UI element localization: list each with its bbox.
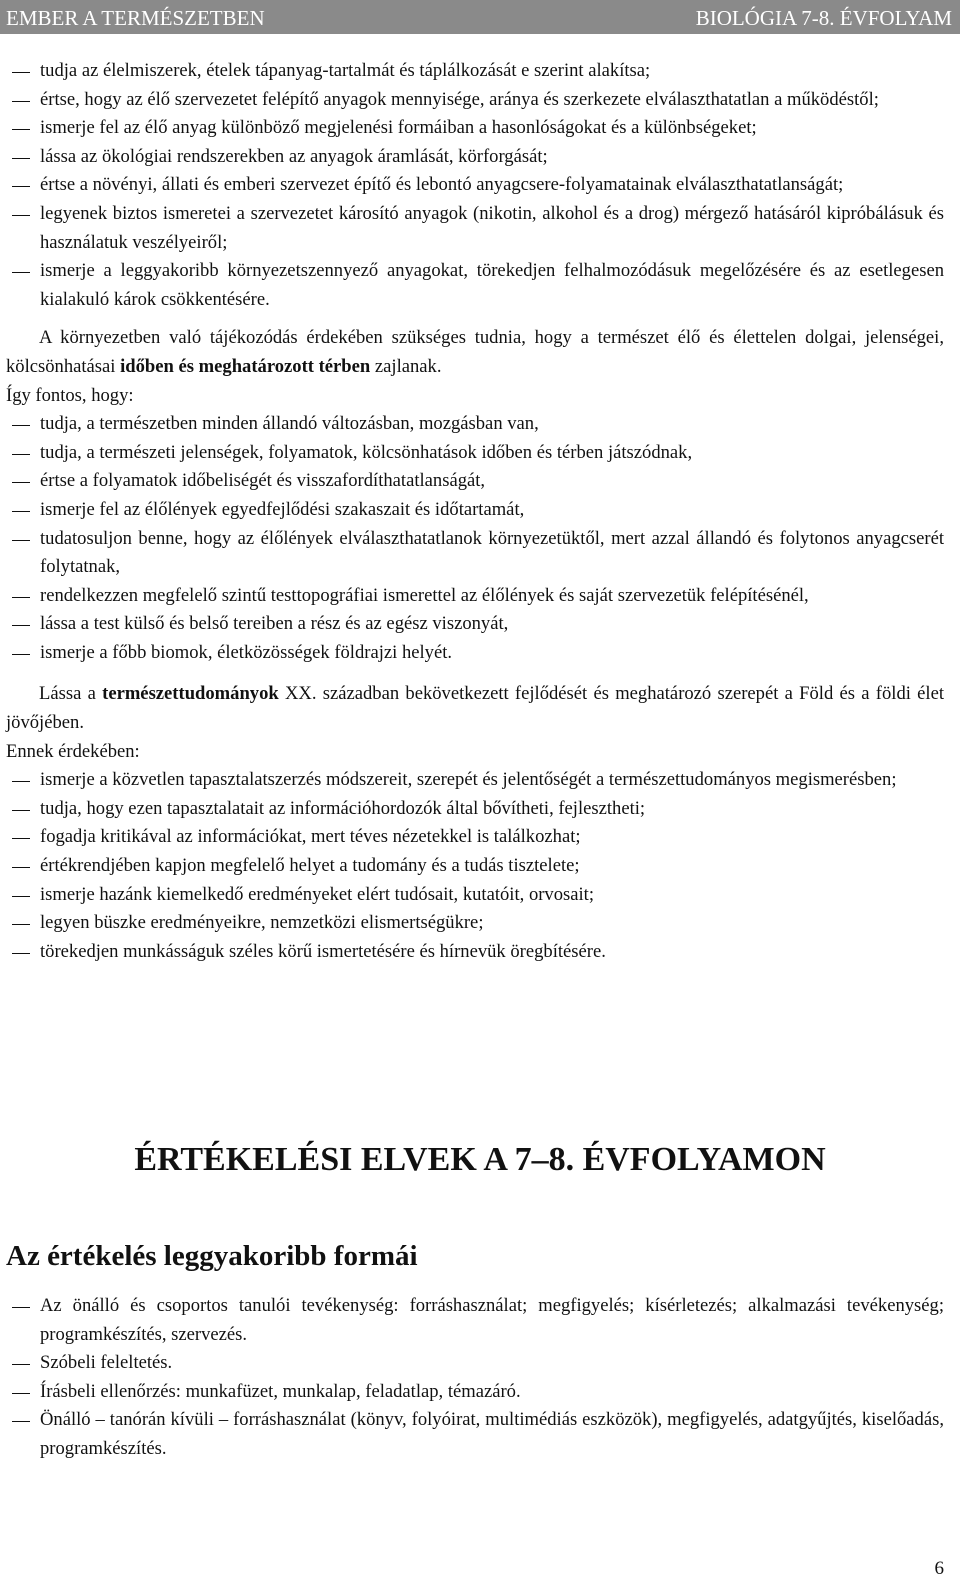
- main-content: [6, 57, 944, 966]
- list-item: fogadja kritikával az információkat, mert téves nézetekkel is találkozhat;: [6, 823, 944, 852]
- paragraph-emphasis: időben és meghatározott térben: [120, 355, 371, 377]
- list-item: ismerje a közvetlen tapasztalatszerzés módszereit, szerepét és jelentőségét a természettudományos megismerésben;: [6, 766, 944, 795]
- list-item: Szóbeli feleltetés.: [6, 1349, 944, 1378]
- paragraph-text: A környezetben való tájékozódás érdekében szükséges tudnia, hogy a természet élő és élettelen dolgai, jelenségei, kölcsönhatásai: [6, 327, 944, 377]
- list-item: tudatosuljon benne, hogy az élőlények elválaszthatatlanok környezetüktől, mert azzal állandó és folytonos anyagcserét folytatnak,: [6, 525, 944, 582]
- list-item: ismerje a főbb biomok, életközösségek földrajzi helyét.: [6, 639, 944, 668]
- header-left-title: EMBER A TERMÉSZETBEN: [6, 6, 265, 30]
- list-item: értse a folyamatok időbeliségét és visszafordíthatatlanságát,: [6, 467, 944, 496]
- list-item: rendelkezzen megfelelő szintű testtopográfiai ismerettel az élőlények és saját szervezetük felépítésénél,: [6, 582, 944, 611]
- list-item: Írásbeli ellenőrzés: munkafüzet, munkalap, feladatlap, témazáró.: [6, 1378, 944, 1407]
- list-item: ismerje fel az élőlények egyedfejlődési szakaszait és időtartamát,: [6, 496, 944, 525]
- list-item: lássa az ökológiai rendszerekben az anyagok áramlását, körforgását;: [6, 143, 944, 172]
- goals-list-3: [6, 766, 944, 966]
- list-item: tudja, a természeti jelenségek, folyamatok, kölcsönhatások időben és térben játszódnak,: [6, 439, 944, 468]
- list-item: tudja, a természetben minden állandó változásban, mozgásban van,: [6, 410, 944, 439]
- list-item: értékrendjében kapjon megfelelő helyet a tudomány és a tudás tisztelete;: [6, 852, 944, 881]
- page-header: [0, 0, 960, 34]
- paragraph-intro: Ennek érdekében:: [6, 740, 140, 762]
- list-item: ismerje fel az élő anyag különböző megjelenési formáiban a hasonlóságokat és a különbségeket;: [6, 114, 944, 143]
- paragraph-intro: Így fontos, hogy:: [6, 384, 134, 406]
- main-title: ÉRTÉKELÉSI ELVEK A 7–8. ÉVFOLYAMON: [134, 1141, 826, 1178]
- list-item: Az önálló és csoportos tanulói tevékenység: forráshasználat; megfigyelés; kísérletezés; alkalmazási tevékenység; programkészítés, szervezés.: [6, 1292, 944, 1349]
- paragraph-text: zajlanak.: [370, 355, 442, 377]
- paragraph-text: Lássa a: [39, 683, 103, 705]
- paragraph-emphasis: természettudományok: [102, 683, 279, 705]
- list-item: értse a növényi, állati és emberi szervezet építő és lebontó anyagcsere-folyamatainak elválaszthatatlanságát;: [6, 171, 944, 200]
- goals-list-2: [6, 410, 944, 667]
- paragraph-orientation: [6, 324, 944, 381]
- list-item: értse, hogy az élő szervezetet felépítő anyagok mennyisége, aránya és szerkezete elválaszthatatlan a működéstől;: [6, 86, 944, 115]
- list-item: Önálló – tanórán kívüli – forráshasználat (könyv, folyóirat, multimédiás eszközök), megfigyelés, adatgyűjtés, kiselőadás, programkészítés.: [6, 1406, 944, 1463]
- list-item: törekedjen munkásságuk széles körű ismertetésére és hírnevük öregbítésére.: [6, 938, 944, 967]
- list-item: legyen büszke eredményeikre, nemzetközi elismertségükre;: [6, 909, 944, 938]
- assessment-forms-list: [6, 1292, 944, 1464]
- list-item: tudja, hogy ezen tapasztalatait az információhordozók által bővítheti, fejlesztheti;: [6, 795, 944, 824]
- list-item: tudja az élelmiszerek, ételek tápanyag-tartalmát és táplálkozását e szerint alakítsa;: [6, 57, 944, 86]
- goals-list-1: [6, 57, 944, 314]
- paragraph-text: XX. században bekövetkezett fejlődését és meghatározó szerepét a Föld és a földi élet jövőjében.: [6, 683, 945, 734]
- list-item: legyenek biztos ismeretei a szervezetet károsító anyagok (nikotin, alkohol és a drog) mérgező hatásáról kipróbálásuk és használatuk veszélyeiről;: [6, 200, 944, 257]
- list-item: ismerje a leggyakoribb környezetszennyező anyagokat, törekedjen felhalmozódásuk megelőzésére és az esetlegesen kialakuló károk csökkentésére.: [6, 257, 944, 314]
- section-title: Az értékelés leggyakoribb formái: [6, 1240, 418, 1272]
- assessment-content: [6, 1292, 944, 1464]
- list-item: lássa a test külső és belső tereiben a rész és az egész viszonyát,: [6, 610, 944, 639]
- paragraph-science: [6, 680, 944, 737]
- list-item: ismerje hazánk kiemelkedő eredményeket elért tudósait, kutatóit, orvosait;: [6, 881, 944, 910]
- page-number: 6: [934, 1558, 944, 1579]
- header-right-title: BIOLÓGIA 7-8. ÉVFOLYAM: [695, 6, 952, 30]
